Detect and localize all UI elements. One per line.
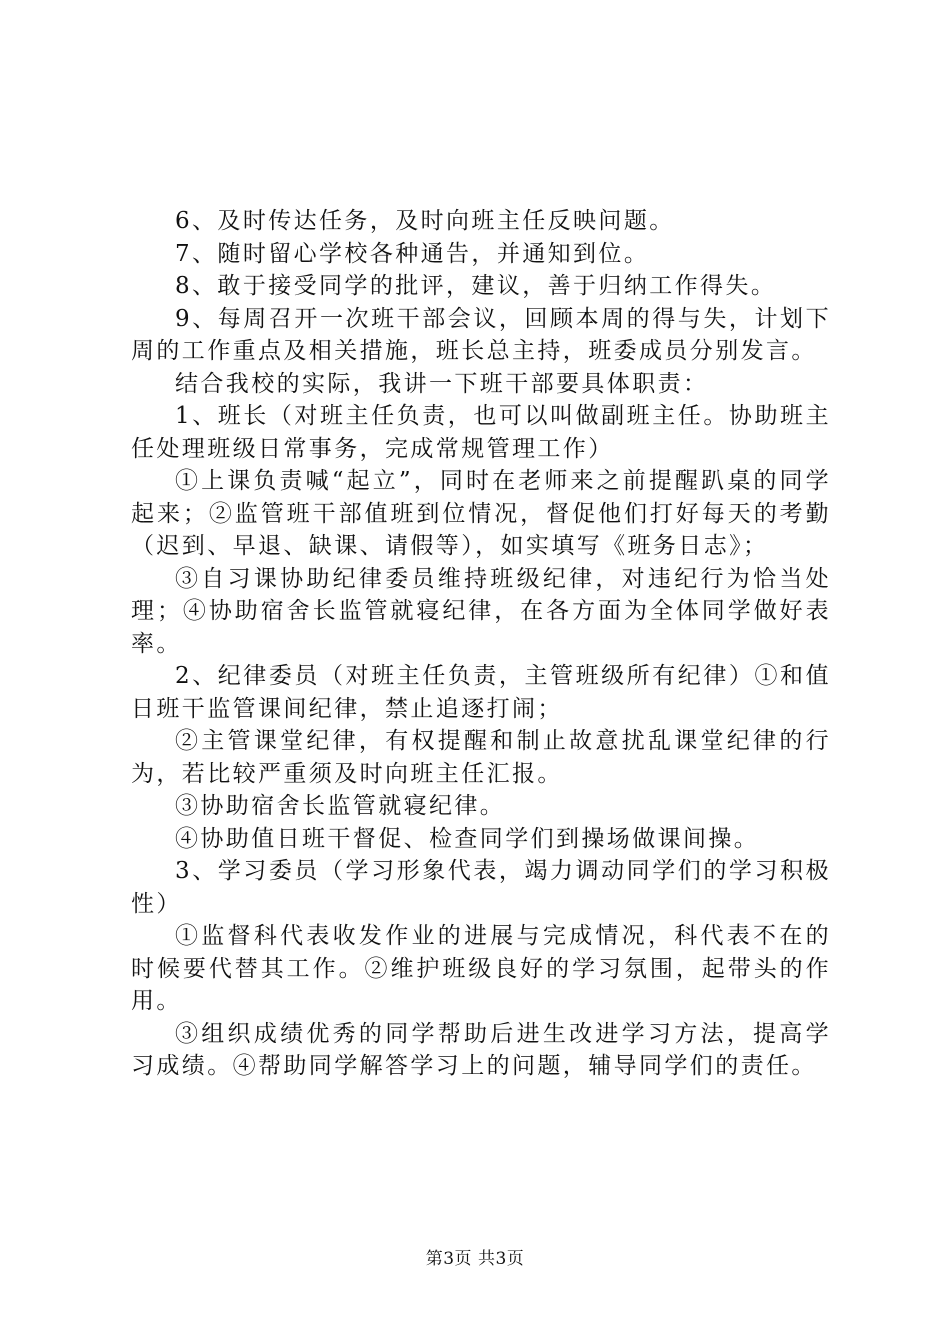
paragraph-monitor-duties-2: ③自习课协助纪律委员维持班级纪律，对违纪行为恰当处理；④协助宿舍长监管就寝纪律，在各方面为全体同学做好表率。: [131, 565, 831, 657]
paragraph-study-duties-1: ①监督科代表收发作业的进展与完成情况，科代表不在的时候要代替其工作。②维护班级良好的学习氛围，起带头的作用。: [131, 923, 831, 1014]
paragraph-monitor-heading: 1、班长（对班主任负责，也可以叫做副班主任。协助班主任处理班级日常事务，完成常规管理工作）: [131, 403, 831, 462]
paragraph-discipline-heading: 2、纪律委员（对班主任负责，主管班级所有纪律）①和值日班干监管课间纪律，禁止追逐打闹；: [131, 663, 831, 722]
paragraph-discipline-duty-2: ②主管课堂纪律，有权提醒和制止故意扰乱课堂纪律的行为，若比较严重须及时向班主任汇报。: [131, 728, 831, 787]
paragraph-duty-6: 6、及时传达任务，及时向班主任反映问题。: [175, 208, 675, 234]
paragraph-duty-8: 8、敢于接受同学的批评，建议，善于归纳工作得失。: [175, 273, 777, 299]
paragraph-intro-responsibilities: 结合我校的实际，我讲一下班干部要具体职责：: [175, 370, 709, 397]
document-body: [131, 205, 831, 1083]
paragraph-study-heading: 3、学习委员（学习形象代表，竭力调动同学们的学习积极性）: [131, 858, 831, 917]
page-number-footer: 第3页 共3页: [425, 1249, 525, 1269]
paragraph-monitor-duties-1: ①上课负责喊“起立”，同时在老师来之前提醒趴桌的同学起来；②监管班干部值班到位情况，督促他们打好每天的考勤（迟到、早退、缺课、请假等），如实填写《班务日志》；: [131, 468, 831, 559]
paragraph-discipline-duty-3: ③协助宿舍长监管就寝纪律。: [175, 793, 506, 819]
paragraph-duty-7: 7、随时留心学校各种通告，并通知到位。: [175, 240, 650, 267]
paragraph-discipline-duty-4: ④协助值日班干督促、检查同学们到操场做课间操。: [175, 825, 760, 852]
paragraph-study-duties-2: ③组织成绩优秀的同学帮助后进生改进学习方法，提高学习成绩。④帮助同学解答学习上的问题，辅导同学们的责任。: [131, 1020, 831, 1079]
paragraph-duty-9: 9、每周召开一次班干部会议，回顾本周的得与失，计划下周的工作重点及相关措施，班长总主持，班委成员分别发言。: [131, 305, 831, 364]
